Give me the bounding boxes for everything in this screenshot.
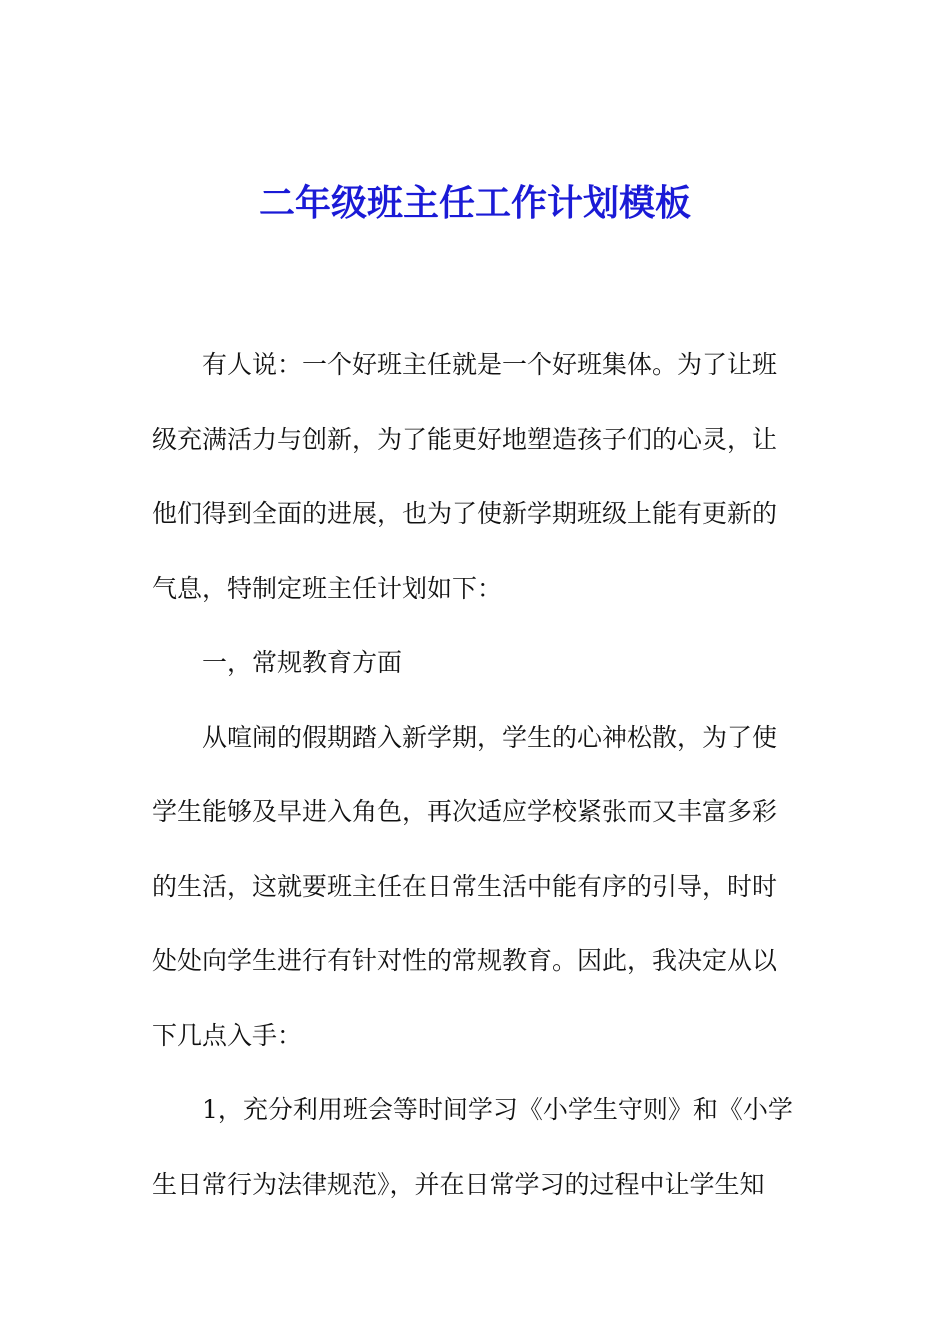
paragraph-line: 生日常行为法律规范》，并在日常学习的过程中让学生知 (152, 1169, 765, 1199)
section-heading: 一，常规教育方面 (202, 648, 403, 677)
paragraph-line: 下几点入手： (152, 1020, 303, 1050)
document-body (152, 328, 802, 1222)
document-title: 二年级班主任工作计划模板 (258, 182, 691, 224)
paragraph-line: 的生活，这就要班主任在日常生活中能有序的引导，时时 (152, 871, 778, 901)
paragraph-line: 级充满活力与创新，为了能更好地塑造孩子们的心灵，让 (152, 424, 778, 454)
paragraph-line: 1，充分利用班会等时间学习《小学生守则》和《小学 (202, 1095, 793, 1124)
paragraph-line: 他们得到全面的进展，也为了使新学期班级上能有更新的 (152, 499, 778, 528)
paragraph-line: 处处向学生进行有针对性的常规教育。因此，我决定从以 (152, 946, 778, 975)
paragraph-line: 学生能够及早进入角色，再次适应学校紧张而又丰富多彩 (152, 797, 778, 826)
paragraph-line: 有人说：一个好班主任就是一个好班集体。为了让班 (202, 350, 778, 379)
paragraph-line: 气息，特制定班主任计划如下： (152, 573, 503, 603)
paragraph-line: 从喧闹的假期踏入新学期，学生的心神松散，为了使 (202, 722, 778, 752)
